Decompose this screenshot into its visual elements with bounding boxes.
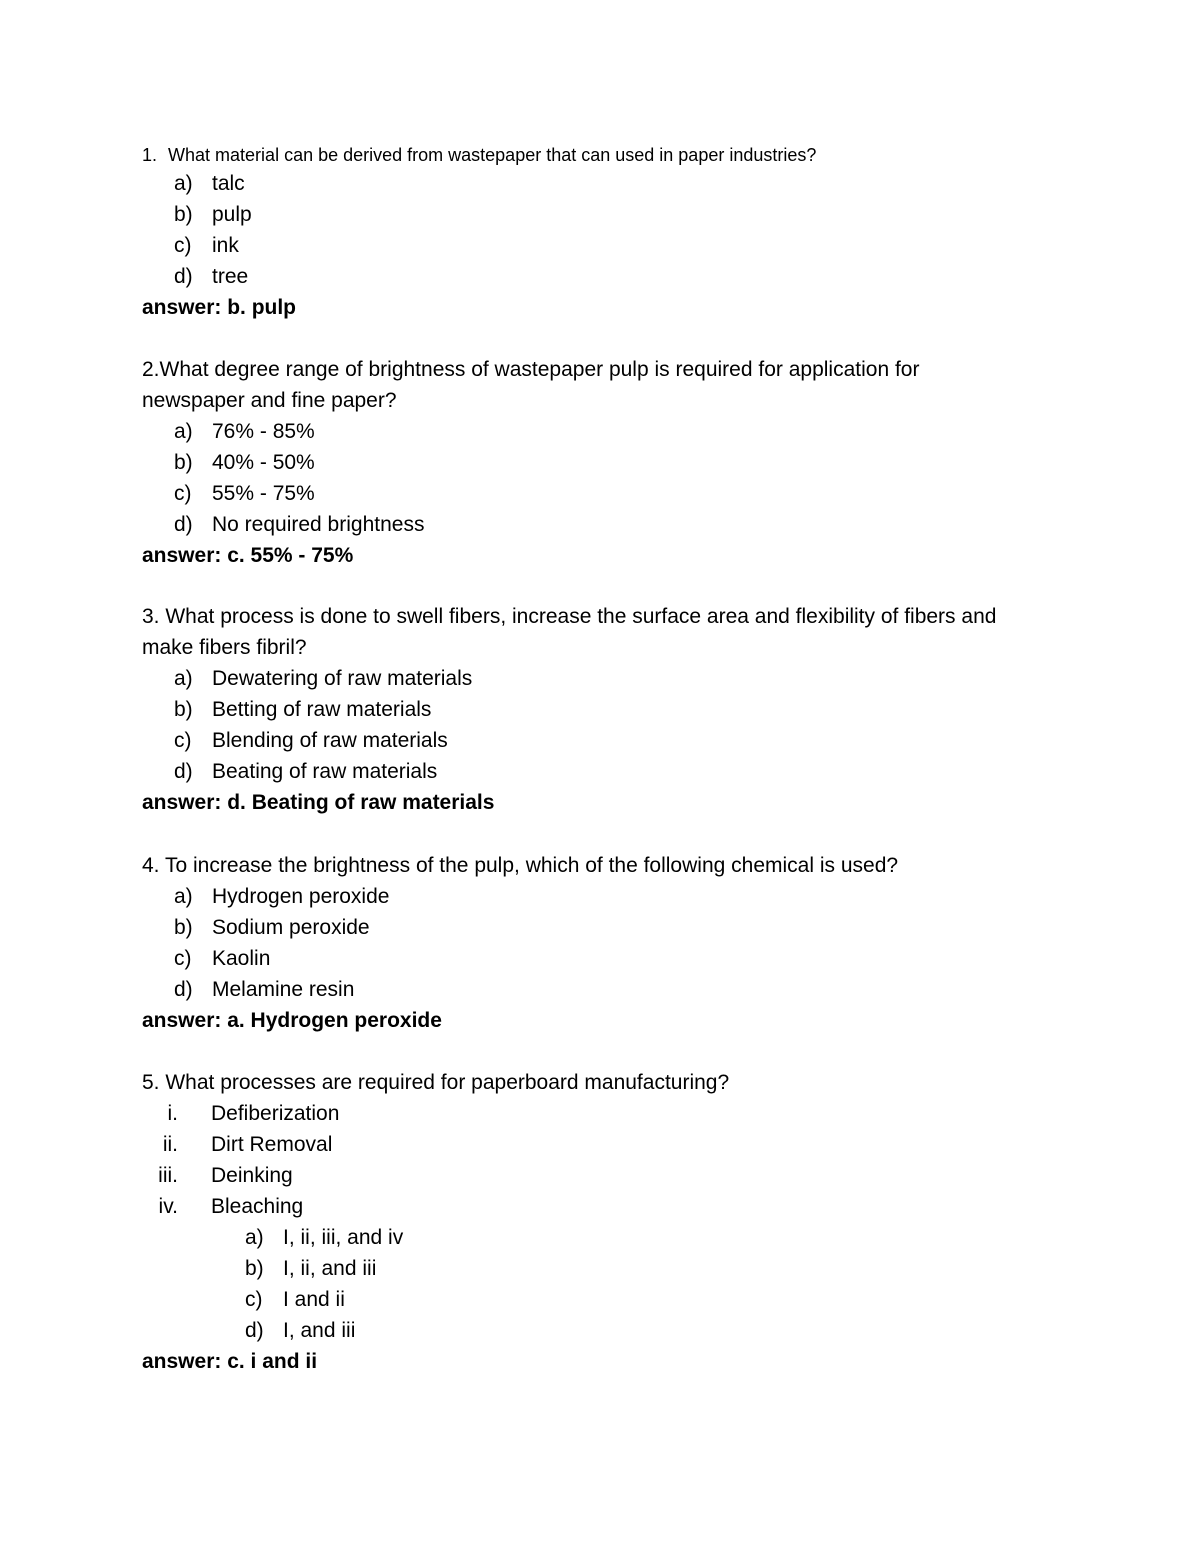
question-5: 5. What processes are required for paperboard manufacturing? [142,1071,730,1094]
question-2-line-2: newspaper and fine paper? [142,389,397,412]
process-label: iv. [158,1195,178,1218]
question-1-text: What material can be derived from wastepaper that can used in paper industries? [168,145,817,165]
option-text: Dewatering of raw materials [212,667,473,690]
q3-option-b [174,696,431,724]
option-label: c) [245,1288,263,1311]
option-label: b) [245,1257,264,1280]
option-label: b) [174,916,193,939]
q5-process-iii [140,1162,293,1190]
q3-answer: answer: d. Beating of raw materials [142,791,495,814]
q5-process-i [140,1100,339,1128]
option-label: b) [174,203,193,226]
q3-option-d [174,758,437,786]
q4-answer: answer: a. Hydrogen peroxide [142,1009,442,1032]
option-label: d) [174,513,193,536]
process-label: iii. [158,1164,178,1187]
option-text: Beating of raw materials [212,760,438,783]
q4-option-b [174,914,370,942]
process-text: Defiberization [211,1102,340,1125]
option-text: tree [212,265,249,288]
question-4: 4. To increase the brightness of the pulp, which of the following chemical is used? [142,854,899,877]
option-text: Sodium peroxide [212,916,370,939]
option-text: pulp [212,203,252,226]
question-3-line-1: 3. What process is done to swell fibers, increase the surface area and flexibility of fibers and [142,605,997,628]
process-text: Deinking [211,1164,293,1187]
option-label: c) [174,947,192,970]
process-label: i. [167,1102,178,1125]
option-label: a) [174,885,193,908]
question-2-line-1: 2.What degree range of brightness of wastepaper pulp is required for application for [142,358,920,381]
q5-option-c [245,1286,345,1314]
option-label: c) [174,729,192,752]
option-text: I, and iii [283,1319,356,1342]
process-text: Dirt Removal [211,1133,333,1156]
option-text: talc [212,172,245,195]
option-label: d) [174,265,193,288]
option-label: b) [174,698,193,721]
option-text: Kaolin [212,947,271,970]
q4-option-a [174,883,389,911]
option-label: c) [174,234,192,257]
option-text: Blending of raw materials [212,729,448,752]
q5-process-ii [140,1131,332,1159]
q4-option-d [174,976,354,1004]
question-1 [142,141,816,169]
q2-option-d [174,511,424,539]
q2-option-a [174,418,315,446]
q1-option-d [174,263,248,291]
q5-option-b [245,1255,376,1283]
q1-option-c [174,232,239,260]
q2-option-b [174,449,315,477]
question-3-line-2: make fibers fibril? [142,636,307,659]
option-text: I, ii, iii, and iv [283,1226,404,1249]
option-text: Hydrogen peroxide [212,885,390,908]
question-1-number: 1. [142,145,158,165]
option-label: a) [174,667,193,690]
process-text: Bleaching [211,1195,304,1218]
option-label: d) [245,1319,264,1342]
process-label: ii. [162,1133,178,1156]
option-label: a) [245,1226,264,1249]
option-text: 55% - 75% [212,482,315,505]
q3-option-c [174,727,448,755]
q5-answer: answer: c. i and ii [142,1350,318,1373]
option-label: a) [174,172,193,195]
option-text: I and ii [283,1288,345,1311]
option-label: d) [174,978,193,1001]
option-label: c) [174,482,192,505]
option-text: Melamine resin [212,978,355,1001]
option-text: 40% - 50% [212,451,315,474]
q5-option-d [245,1317,355,1345]
q5-process-iv [140,1193,303,1221]
option-text: ink [212,234,239,257]
q3-option-a [174,665,472,693]
option-text: Betting of raw materials [212,698,432,721]
q4-option-c [174,945,270,973]
option-text: No required brightness [212,513,425,536]
q1-option-a [174,170,245,198]
option-text: 76% - 85% [212,420,315,443]
q2-answer: answer: c. 55% - 75% [142,544,354,567]
option-label: a) [174,420,193,443]
q2-option-c [174,480,315,508]
q1-answer: answer: b. pulp [142,296,297,319]
option-label: b) [174,451,193,474]
q5-option-a [245,1224,403,1252]
q1-option-b [174,201,252,229]
option-label: d) [174,760,193,783]
option-text: I, ii, and iii [283,1257,377,1280]
